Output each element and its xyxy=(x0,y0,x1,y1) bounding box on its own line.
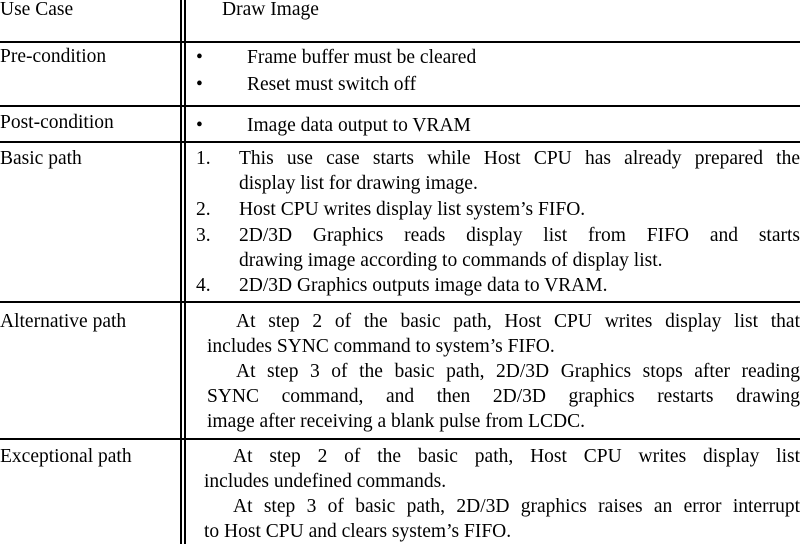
alternative-path-line: At step 2 of the basic path, Host CPU writes display list that xyxy=(236,311,800,332)
exceptional-path-line: includes undefined commands. xyxy=(204,471,447,492)
step-text: This use case starts while Host CPU has already prepared the xyxy=(239,148,800,169)
basic-path-label: Basic path xyxy=(0,148,82,169)
alternative-path-line: image after receiving a blank pulse from LCDC. xyxy=(207,411,585,432)
step-text: 2D/3D Graphics reads display list from FIFO and starts xyxy=(239,225,800,246)
step-text: 2D/3D Graphics outputs image data to VRAM. xyxy=(239,275,608,296)
alternative-path-label: Alternative path xyxy=(0,311,127,332)
step-text: drawing image according to commands of display list. xyxy=(239,250,663,271)
alternative-path-line: At step 3 of the basic path, 2D/3D Graphics stops after reading xyxy=(236,361,800,382)
bullet: • xyxy=(196,47,203,68)
step-number: 2. xyxy=(196,199,211,220)
pre-condition-item: Reset must switch off xyxy=(247,74,417,95)
exceptional-path-label: Exceptional path xyxy=(0,446,132,467)
alternative-path-line: SYNC command, and then 2D/3D graphics restarts drawing xyxy=(207,386,800,407)
alternative-path-line: includes SYNC command to system’s FIFO. xyxy=(207,336,555,357)
step-number: 3. xyxy=(196,225,211,246)
use-case-value: Draw Image xyxy=(222,0,319,20)
bullet: • xyxy=(196,115,203,136)
step-text: Host CPU writes display list system’s FIFO. xyxy=(239,199,586,220)
row-divider xyxy=(0,438,800,440)
row-divider xyxy=(0,141,800,143)
bullet: • xyxy=(196,74,203,95)
step-number: 1. xyxy=(196,148,211,169)
exceptional-path-line: to Host CPU and clears system’s FIFO. xyxy=(204,521,512,542)
pre-condition-item: Frame buffer must be cleared xyxy=(247,47,477,68)
pre-condition-label: Pre-condition xyxy=(0,46,107,67)
exceptional-path-line: At step 2 of the basic path, Host CPU writes display list xyxy=(233,446,800,467)
row-divider xyxy=(0,41,800,43)
step-number: 4. xyxy=(196,275,211,296)
exceptional-path-line: At step 3 of basic path, 2D/3D graphics raises an error interrupt xyxy=(233,496,800,517)
column-divider xyxy=(184,0,186,544)
post-condition-label: Post-condition xyxy=(0,112,114,133)
post-condition-item: Image data output to VRAM xyxy=(247,115,471,136)
row-divider xyxy=(0,105,800,107)
step-text: display list for drawing image. xyxy=(239,173,478,194)
row-divider xyxy=(0,301,800,303)
column-divider xyxy=(180,0,182,544)
use-case-label: Use Case xyxy=(0,0,74,20)
